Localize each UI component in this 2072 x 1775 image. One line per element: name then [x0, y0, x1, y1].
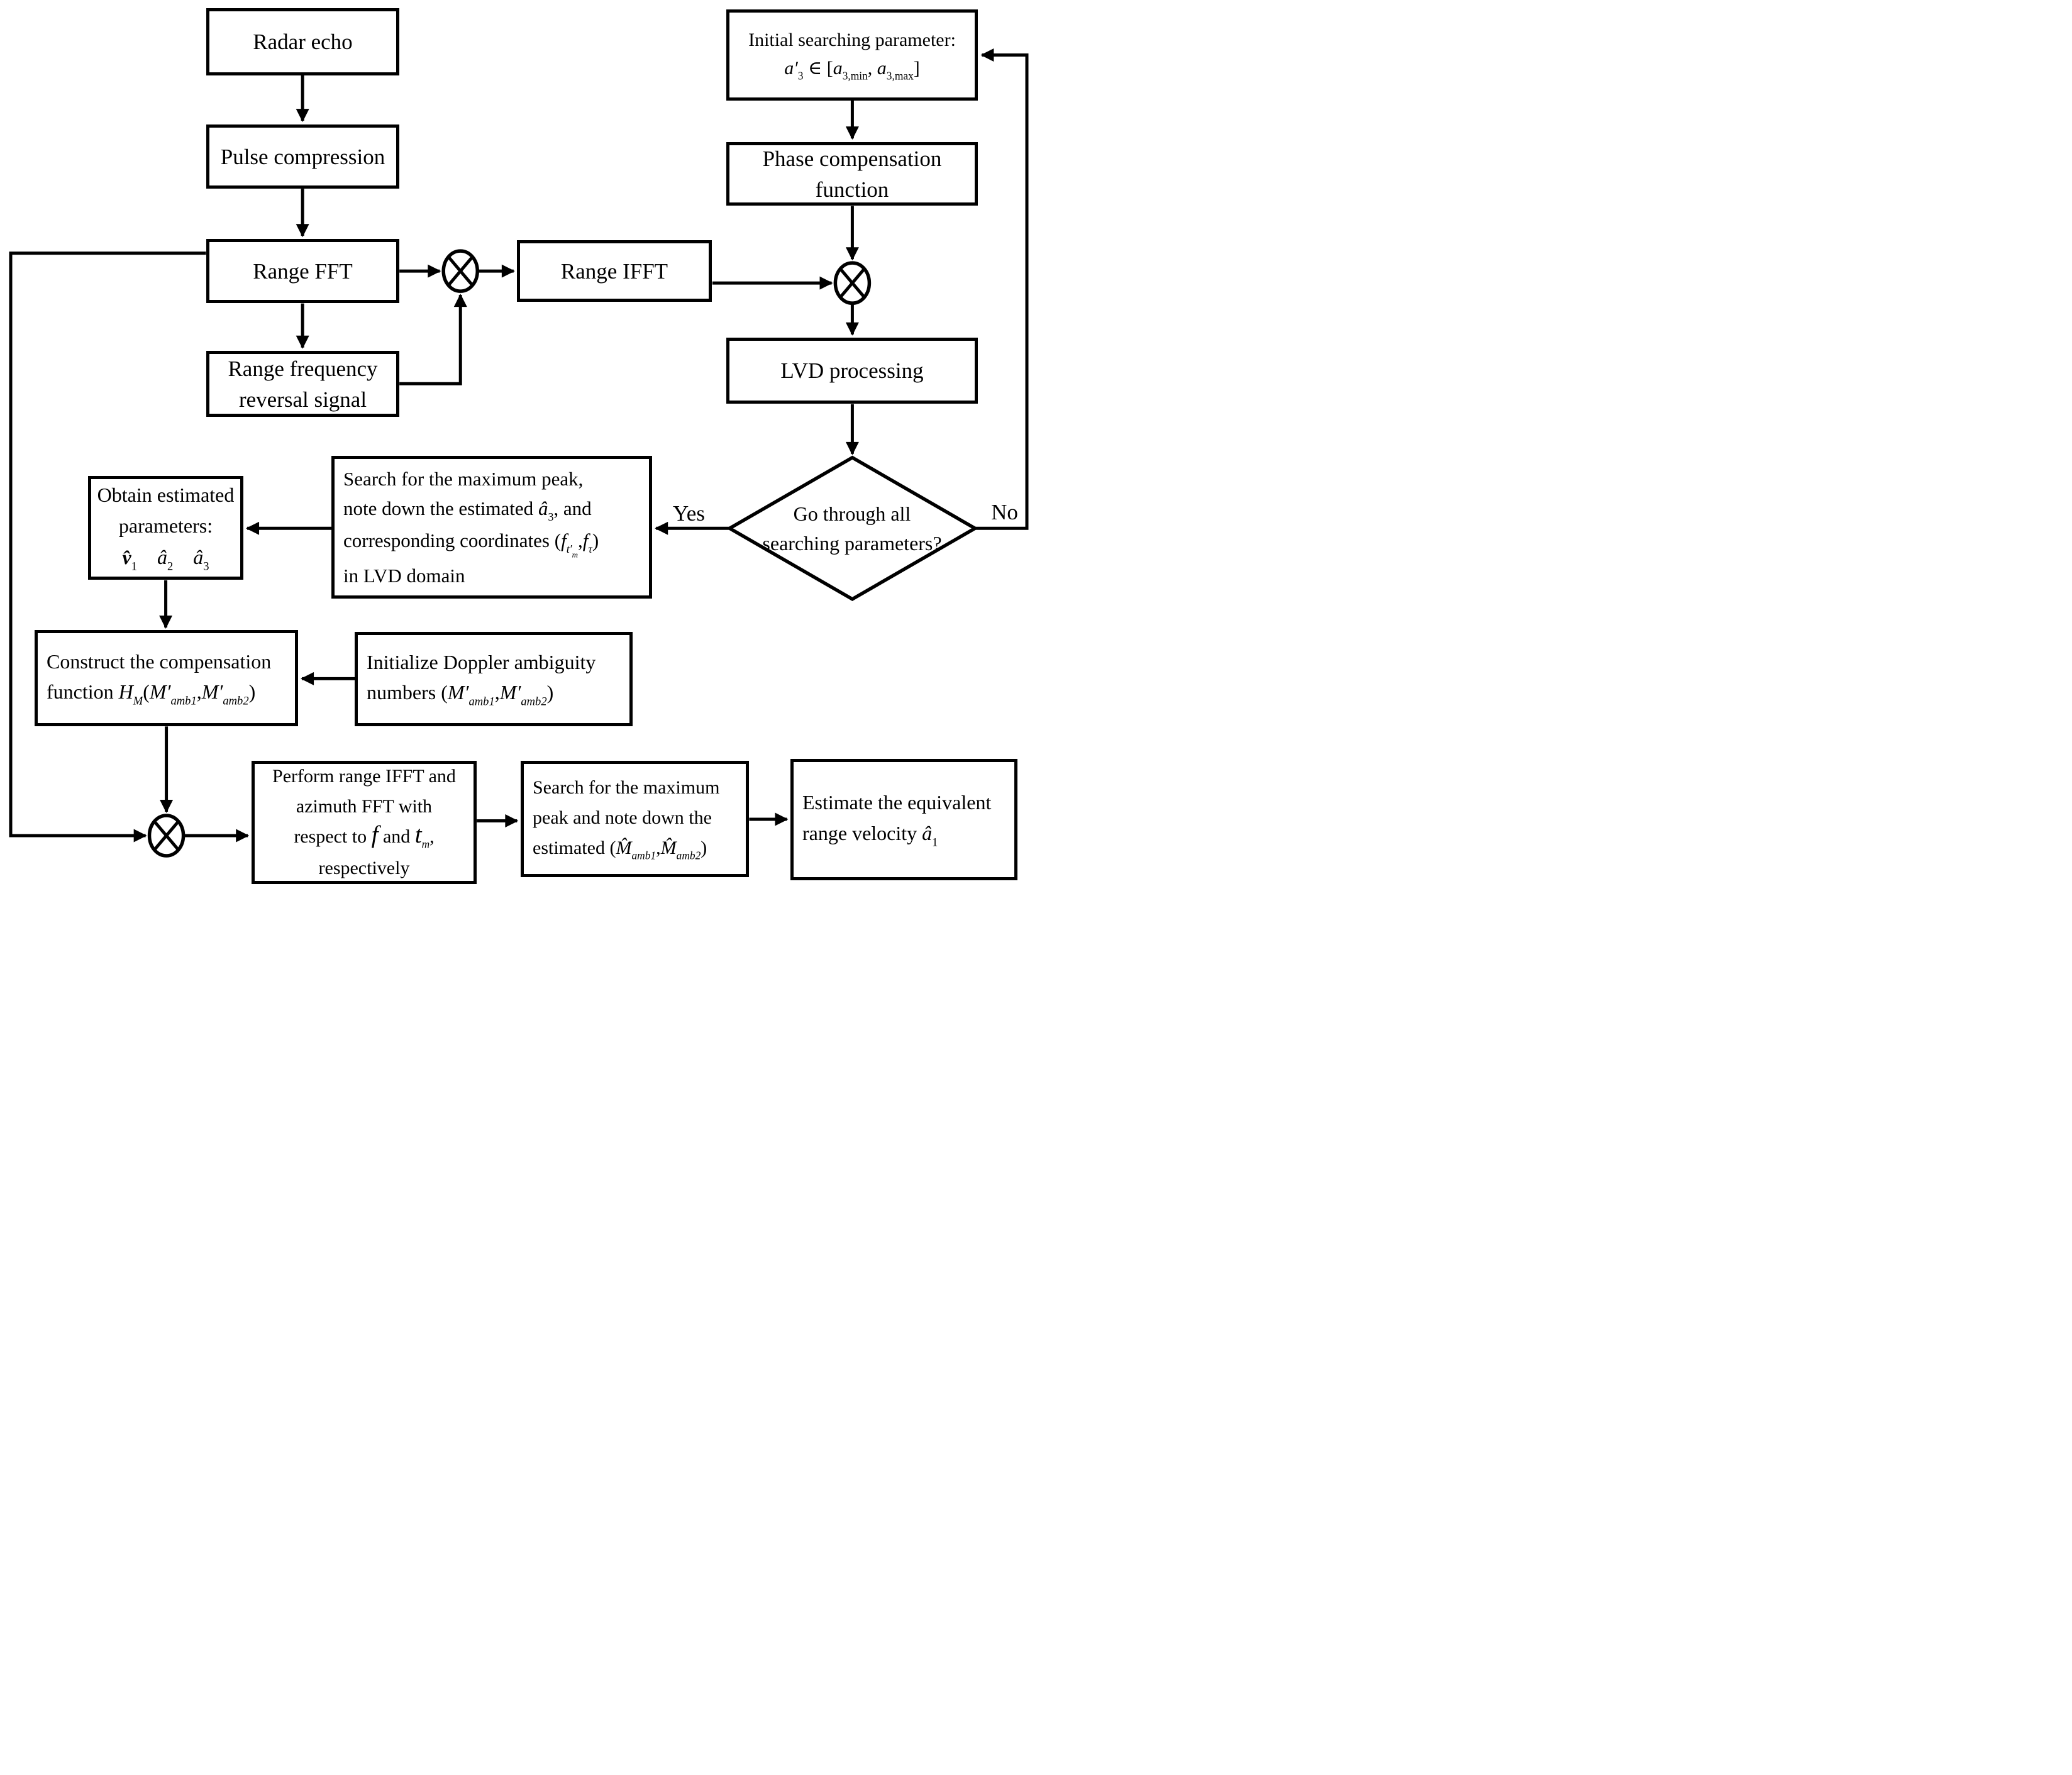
box-range-frequency-reversal — [206, 351, 399, 417]
box-search-max-peak-lvd-label: Search for the maximum peak, note down the estimated $â_3$, and corresponding coordinates $(f_{t'm},f_\tau)$ in LVD domain — [343, 467, 599, 587]
box-estimate-range-velocity — [790, 759, 1017, 880]
box-initial-searching-parameter-label: Initial searching parameter: $a'_3$ ∈ [$a_{3,min}$, $a_{3,max}$] — [748, 30, 956, 82]
box-search-max-peak-lvd — [331, 456, 652, 599]
decision-label — [742, 495, 962, 561]
box-construct-compensation-function-label: Construct the compensation function $H_M(M'_{amb1},M'_{amb2})$ — [47, 650, 272, 708]
box-lvd-processing — [726, 338, 978, 404]
box-range-ifft-label: Range IFFT — [560, 258, 668, 284]
multiplier-icon — [835, 263, 869, 303]
box-lvd-processing-label: LVD processing — [780, 358, 924, 383]
box-perform-range-ifft-azimuth-fft — [252, 761, 477, 884]
box-search-max-peak-doppler — [521, 761, 749, 877]
box-perform-range-ifft-azimuth-fft-label: Perform range IFFT and azimuth FFT with respect to f and $t_m$, respectively — [272, 765, 456, 879]
box-obtain-estimated-parameters-label: Obtain estimated parameters: $v̂_1$ $â_2$ $â_3$ — [97, 483, 235, 573]
label-yes — [665, 501, 712, 526]
box-obtain-estimated-parameters — [88, 476, 243, 580]
label-no-text: No — [991, 500, 1018, 524]
box-phase-compensation-label: Phase compensation function — [762, 146, 942, 202]
box-radar-echo — [206, 8, 399, 75]
label-no — [981, 500, 1028, 525]
box-range-ifft — [517, 240, 712, 302]
box-pulse-compression-label: Pulse compression — [220, 144, 385, 169]
arrow-reversal-to-multiplier1 — [399, 295, 460, 384]
multiplier-icon — [150, 816, 184, 856]
box-construct-compensation-function — [35, 630, 298, 726]
box-pulse-compression — [206, 124, 399, 189]
box-range-fft-label: Range FFT — [253, 258, 353, 284]
box-search-max-peak-doppler-label: Search for the maximum peak and note down the estimated $(M̂_{amb1},M̂_{amb2})$ — [533, 777, 720, 862]
box-radar-echo-label: Radar echo — [253, 30, 353, 54]
decision-question: Go through all searching parameters? — [762, 502, 942, 555]
box-estimate-range-velocity-label: Estimate the equivalent range velocity $â_1$ — [802, 790, 992, 849]
multiplier-icon — [443, 251, 477, 291]
arrow-decision-no-to-initial — [975, 55, 1027, 529]
box-initialize-doppler-ambiguity — [355, 632, 633, 726]
box-range-frequency-reversal-label: Range frequency reversal signal — [228, 356, 378, 412]
box-range-fft — [206, 239, 399, 303]
box-phase-compensation — [726, 142, 978, 206]
box-initialize-doppler-ambiguity-label: Initialize Doppler ambiguity numbers $(M'_{amb1},M'_{amb2})$ — [367, 651, 596, 709]
box-initial-searching-parameter — [726, 9, 978, 101]
label-yes-text: Yes — [673, 501, 705, 526]
flowchart-canvas — [0, 0, 1036, 888]
connector-layer — [0, 0, 1036, 888]
